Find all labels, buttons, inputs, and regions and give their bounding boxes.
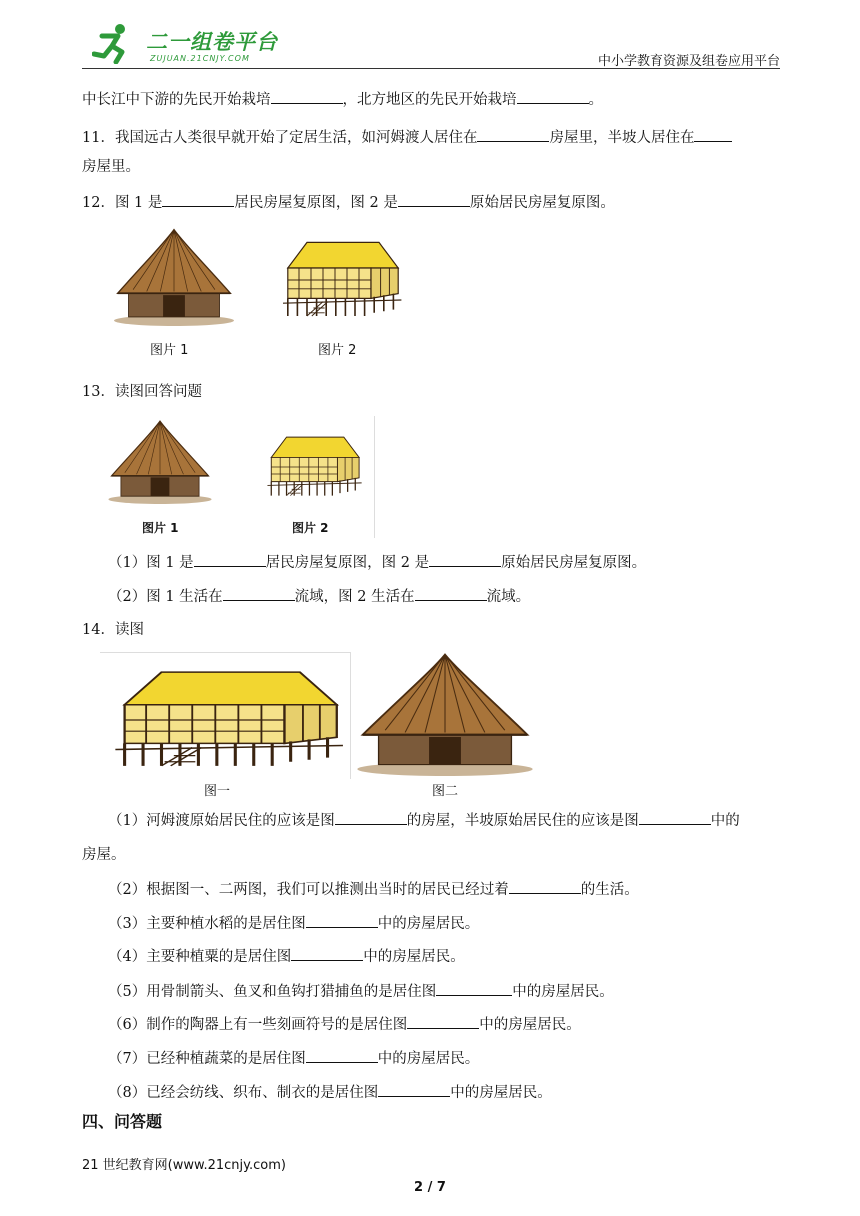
text: （4）主要种植粟的是居住图 [108,949,292,965]
q13-caption-1: 图片 1 [142,521,179,535]
text: （1）河姆渡原始居民住的应该是图 [108,813,335,829]
blank [429,552,501,567]
text: 中的房屋居民。 [450,1085,552,1101]
text: 的生活。 [580,882,639,898]
question-13-2 [108,586,530,607]
question-14-3 [108,913,479,934]
text: （2）图 1 生活在 [108,589,223,605]
question-14: 14．读图 [82,622,144,638]
header [82,18,780,68]
blank [378,1082,450,1097]
blank [306,1048,378,1063]
blank [398,192,470,207]
blank [271,89,343,104]
text: （1）图 1 是 [108,555,194,571]
page-number: 2 / 7 [414,1180,446,1195]
text: 中的房屋居民。 [512,984,614,1000]
question-14-7 [108,1048,479,1069]
text: 11．我国远古人类很早就开始了定居生活，如河姆渡人居住在 [82,130,478,146]
text: 居民房屋复原图，图 2 是 [265,555,430,571]
text: 流域。 [486,589,531,605]
blank [436,981,512,996]
text: 中的房屋居民。 [377,916,480,932]
text: （6）制作的陶器上有一些刻画符号的是居住图 [108,1017,408,1033]
question-12 [82,192,615,213]
blank [407,1014,479,1029]
blank [694,127,732,142]
q14-caption-1: 图一 [204,784,231,799]
blank [223,586,295,601]
text: （8）已经会纺线、织布、制衣的是居住图 [108,1085,379,1101]
blank [639,810,711,825]
q12-caption-1: 图片 1 [150,343,189,358]
text: 房屋里。 [82,159,140,175]
text: 中长江中下游的先民开始栽培 [82,92,271,108]
q14-stilt-house-image [100,664,346,776]
section-heading: 四、问答题 [82,1112,163,1131]
blank [194,552,266,567]
question-14-1 [108,810,740,831]
text: ，北方地区的先民开始栽培 [342,92,517,108]
text: 中的房屋居民。 [363,949,465,965]
text: 流域，图 2 生活在 [294,589,415,605]
text: 。 [588,92,603,108]
q13-stilt-house-image [256,432,368,502]
q14-hut-image [352,650,538,776]
text: 中的房屋居民。 [377,1051,480,1067]
q13-caption-2: 图片 2 [292,521,329,535]
question-14-6 [108,1014,581,1035]
q12-stilt-house-image [266,236,412,324]
q13-hut-image [104,418,216,504]
q12-caption-2: 图片 2 [318,343,357,358]
question-13-1 [108,552,646,573]
text: 原始居民房屋复原图。 [469,195,615,211]
text: （7）已经种植蔬菜的是居住图 [108,1051,306,1067]
text: 居民房屋复原图，图 2 是 [234,195,398,211]
question-14-1-cont: 房屋。 [82,847,126,863]
text: （3）主要种植水稻的是居住图 [108,916,306,932]
text: （2）根据图一、二两图，我们可以推测出当时的居民已经过着 [108,882,509,898]
text: 中的 [710,813,740,829]
q12-hut-image [104,226,244,326]
question-11-cont [82,157,140,177]
text: 的房屋，半坡原始居民住的应该是图 [406,813,639,829]
header-rule [82,68,780,69]
blank [477,127,549,142]
blank [162,192,234,207]
text: 原始居民房屋复原图。 [501,555,647,571]
question-11 [82,127,732,148]
logo-url: ZUJUAN.21CNJY.COM [150,54,250,63]
runner-logo-icon [92,22,134,64]
logo-text: 二一组卷平台 [146,30,278,54]
blank [291,946,363,961]
text-line-rice-millet [82,89,603,110]
footer-site[interactable]: 21 世纪教育网(www.21cnjy.com) [82,1158,286,1173]
blank [306,913,378,928]
blank [509,879,581,894]
question-14-4 [108,946,465,967]
blank [335,810,407,825]
text: 12．图 1 是 [82,195,163,211]
question-14-8 [108,1082,552,1103]
blank [415,586,487,601]
text: （5）用骨制箭头、鱼叉和鱼钩打猎捕鱼的是居住图 [108,984,437,1000]
text: 房屋里，半坡人居住在 [549,130,695,146]
q14-caption-2: 图二 [432,784,459,799]
blank [517,89,589,104]
header-right-text: 中小学教育资源及组卷应用平台 [597,54,780,69]
question-13: 13．读图回答问题 [82,384,202,400]
text: 中的房屋居民。 [479,1017,581,1033]
question-14-2 [108,879,639,900]
question-14-5 [108,981,614,1002]
